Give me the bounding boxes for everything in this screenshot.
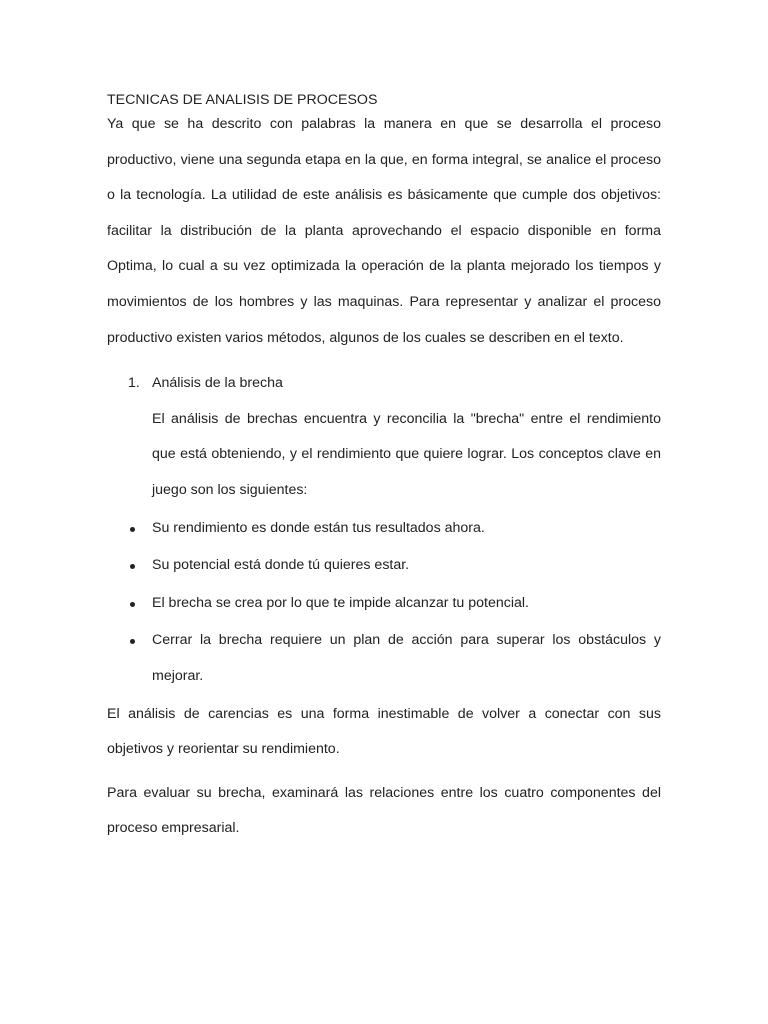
- bullet-item: [107, 548, 661, 584]
- bullet-text: Su rendimiento es donde están tus resultados ahora.: [152, 519, 485, 536]
- bullet-list: [107, 511, 661, 695]
- numbered-section-1: [107, 366, 661, 508]
- closing-paragraph-1: El análisis de carencias es una forma inestimable de volver a conectar con sus objetivos y reorientar su rendimiento.: [107, 705, 661, 758]
- bullet-text: Su potencial está donde tú quieres estar.: [152, 557, 410, 574]
- bullet-text: Cerrar la brecha requiere un plan de acción para superar los obstáculos y mejorar.: [152, 632, 661, 684]
- closing-paragraph-2: Para evaluar su brecha, examinará las relaciones entre los cuatro componentes del proceso empresarial.: [107, 784, 661, 837]
- bullet-icon: [130, 527, 135, 532]
- bullet-item: [107, 623, 661, 694]
- bullet-item: [107, 511, 661, 547]
- bullet-icon: [130, 564, 135, 569]
- bullet-icon: [130, 639, 135, 644]
- bullet-text: El brecha se crea por lo que te impide alcanzar tu potencial.: [152, 594, 529, 611]
- section-heading: Análisis de la brecha: [152, 375, 283, 392]
- bullet-item: [107, 586, 661, 622]
- list-number: 1.: [128, 375, 140, 392]
- intro-paragraph: Ya que se ha descrito con palabras la manera en que se desarrolla el proceso productivo, viene una segunda etapa en la que, en forma integral, se analice el proceso o la tecnología. La utilidad de este análisis es básicamente que cumple dos objetivos: facilitar la distribución de la planta aprovechando el espacio disponible en forma Optima, lo cual a su vez optimizada la operación de la planta mejorado los tiempos y movimientos de los hombres y las maquinas. Para representar y analizar el proceso productivo existen varios métodos, algunos de los cuales se describen en el texto.: [107, 116, 661, 346]
- document-title: TECNICAS DE ANALISIS DE PROCESOS: [107, 92, 378, 108]
- section-body: El análisis de brechas encuentra y reconcilia la "brecha" entre el rendimiento que está obteniendo, y el rendimiento que quiere lograr. Los conceptos clave en juego son los siguientes:: [152, 410, 661, 498]
- bullet-icon: [130, 602, 135, 607]
- document-page: [107, 90, 661, 847]
